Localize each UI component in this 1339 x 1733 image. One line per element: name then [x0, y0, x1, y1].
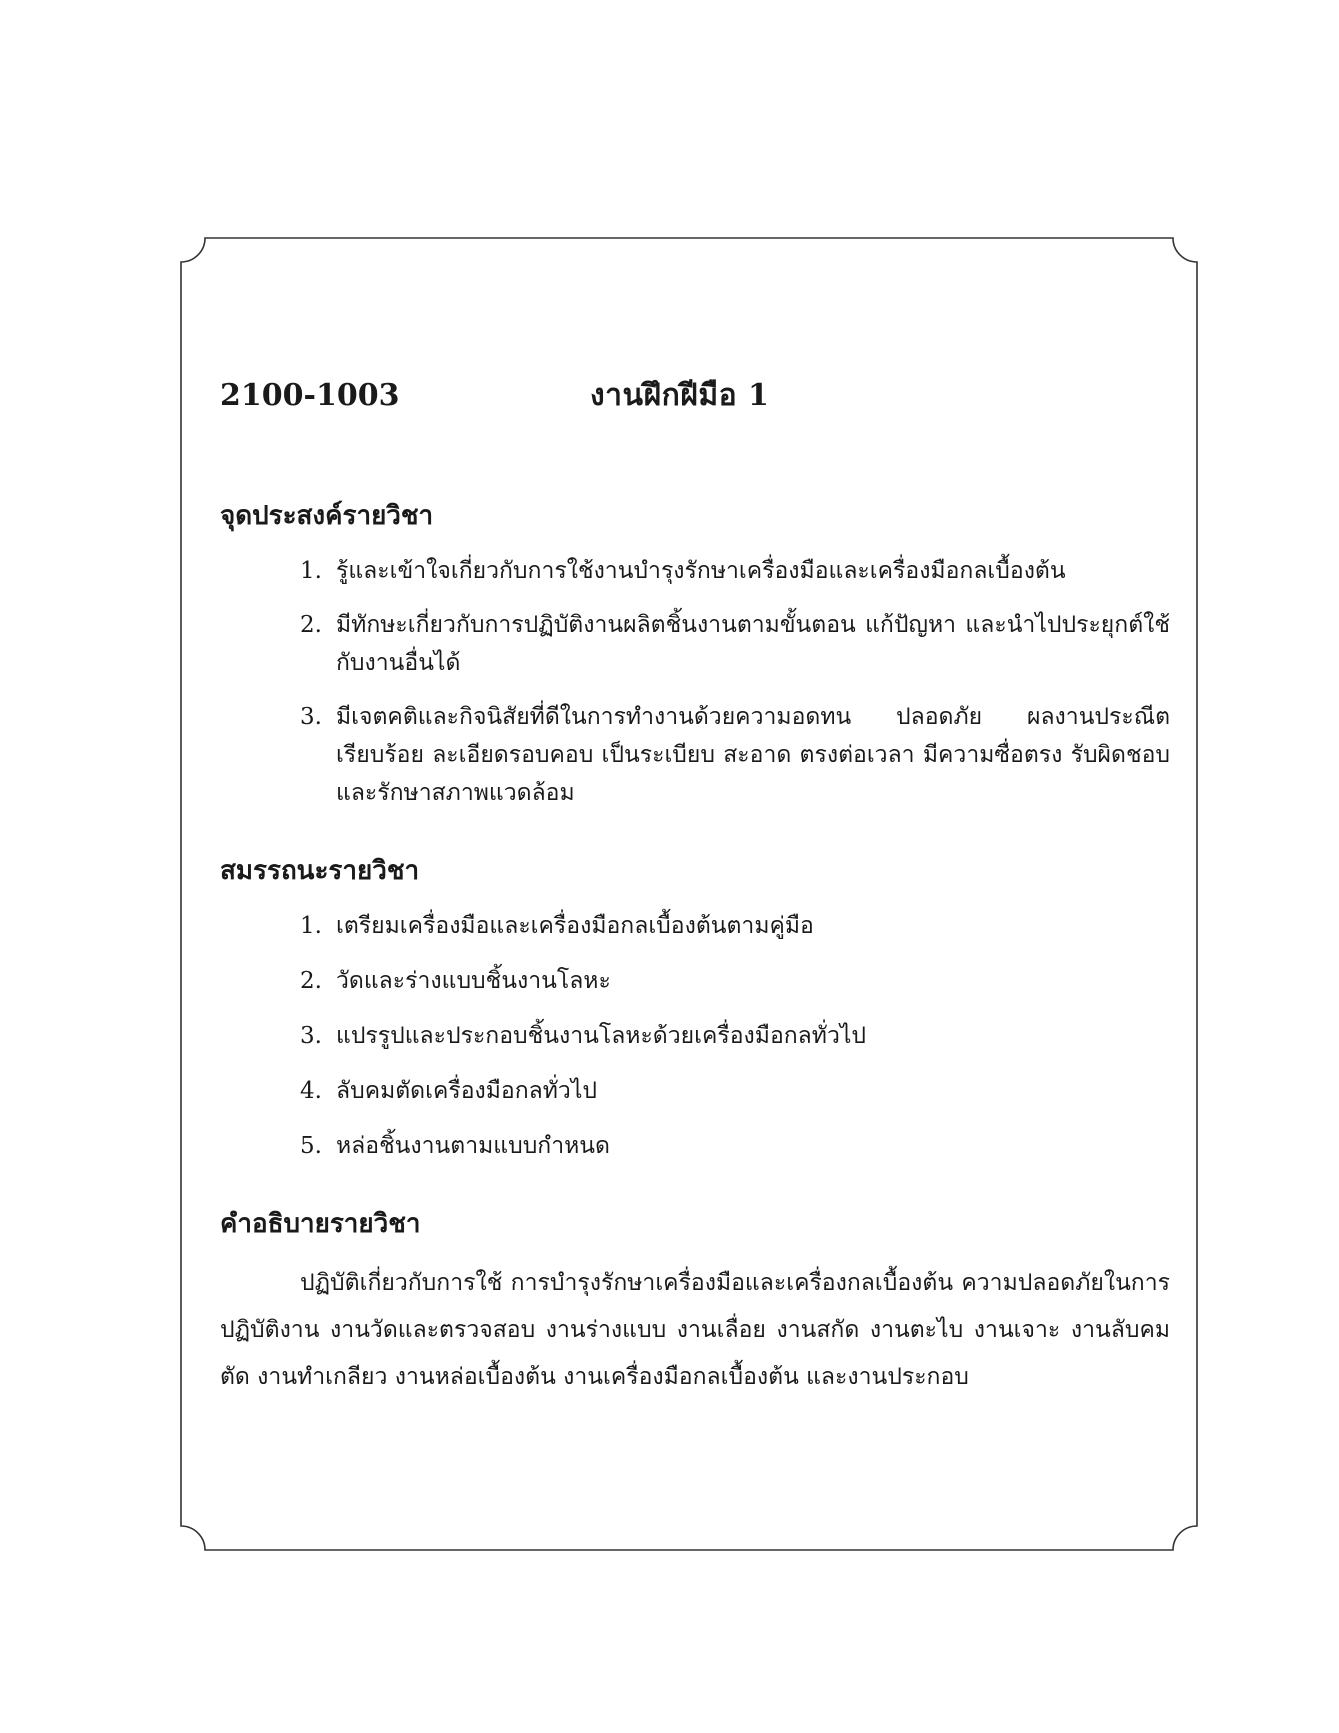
description-section — [220, 1203, 1170, 1401]
item-text: รู้และเข้าใจเกี่ยวกับการใช้งานบำรุงรักษาเครื่องมือและเครื่องมือกลเบื้องต้น — [336, 558, 1066, 584]
item-number: 2. — [300, 968, 322, 994]
competencies-section — [220, 850, 1170, 1165]
item-number: 5. — [300, 1133, 322, 1159]
list-item — [300, 1072, 1170, 1110]
list-item — [300, 606, 1170, 682]
list-item — [300, 907, 1170, 945]
course-title-row — [220, 372, 1170, 419]
list-item — [300, 1017, 1170, 1055]
list-item — [300, 962, 1170, 1000]
item-text: มีทักษะเกี่ยวกับการปฏิบัติงานผลิตชิ้นงานตามขั้นตอน แก้ปัญหา และนำไปประยุกต์ใช้กับงานอื่นได้ — [336, 612, 1170, 676]
competencies-list — [220, 907, 1170, 1165]
objectives-section — [220, 495, 1170, 812]
item-number: 1. — [300, 558, 322, 584]
course-name: งานฝึกฝีมือ 1 — [590, 378, 770, 413]
objectives-heading: จุดประสงค์รายวิชา — [220, 501, 434, 531]
competencies-heading: สมรรถนะรายวิชา — [220, 856, 420, 886]
course-outline — [220, 372, 1170, 1439]
item-number: 2. — [300, 612, 322, 638]
item-text: แปรรูปและประกอบชิ้นงานโลหะด้วยเครื่องมือกลทั่วไป — [336, 1023, 867, 1049]
course-code: 2100-1003 — [220, 378, 400, 413]
item-text: เตรียมเครื่องมือและเครื่องมือกลเบื้องต้นตามคู่มือ — [336, 913, 814, 939]
item-number: 3. — [300, 704, 322, 730]
item-text: ลับคมตัดเครื่องมือกลทั่วไป — [336, 1078, 597, 1104]
list-item — [300, 698, 1170, 812]
item-number: 4. — [300, 1078, 322, 1104]
objectives-list — [220, 552, 1170, 812]
list-item — [300, 552, 1170, 590]
description-heading: คำอธิบายรายวิชา — [220, 1209, 421, 1239]
item-text: มีเจตคติและกิจนิสัยที่ดีในการทำงานด้วยความอดทน ปลอดภัย ผลงานประณีตเรียบร้อย ละเอียดรอบคอบ เป็นระเบียบ สะอาด ตรงต่อเวลา มีความซื่อตรง รับผิดชอบ และรักษาสภาพแวดล้อม — [336, 704, 1170, 806]
description-paragraph: ปฏิบัติเกี่ยวกับการใช้ การบำรุงรักษาเครื่องมือและเครื่องกลเบื้องต้น ความปลอดภัยในการปฏิบัติงาน งานวัดและตรวจสอบ งานร่างแบบ งานเลื่อย งานสกัด งานตะไบ งานเจาะ งานลับคมตัด งานทำเกลียว งานหล่อเบื้องต้น งานเครื่องมือกลเบื้องต้น และงานประกอบ — [220, 1270, 1170, 1390]
item-text: วัดและร่างแบบชิ้นงานโลหะ — [336, 968, 611, 994]
list-item — [300, 1127, 1170, 1165]
item-number: 3. — [300, 1023, 322, 1049]
item-number: 1. — [300, 913, 322, 939]
item-text: หล่อชิ้นงานตามแบบกำหนด — [336, 1133, 610, 1159]
